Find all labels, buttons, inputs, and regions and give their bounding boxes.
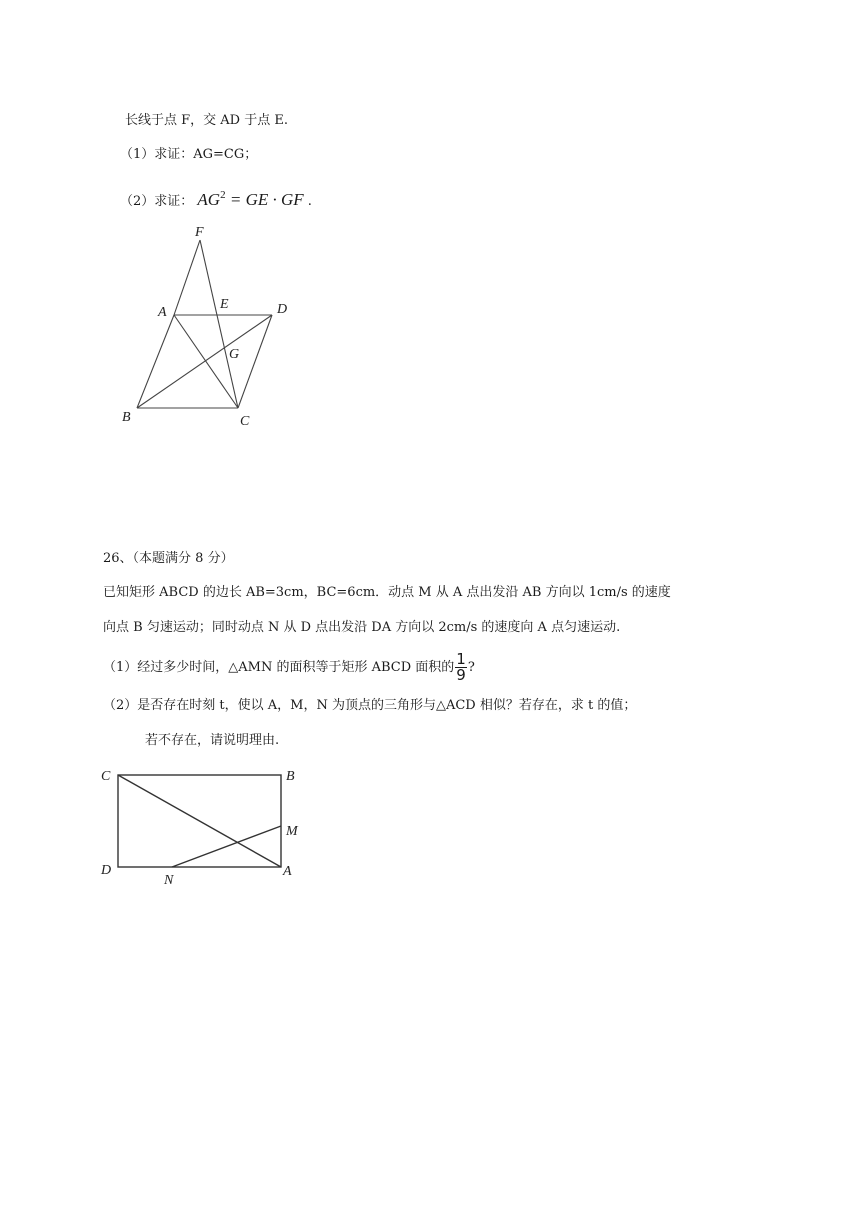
label-G: G bbox=[229, 347, 240, 362]
problem26-header: 26、（本题满分 8 分） bbox=[103, 551, 234, 566]
segment-BA bbox=[137, 315, 174, 408]
problem25-text-continued: 长线于点 F，交 AD 于点 E. bbox=[125, 113, 288, 128]
label-E: E bbox=[220, 297, 229, 312]
diagonal-CA bbox=[118, 775, 281, 867]
label-A: A bbox=[283, 864, 292, 879]
label-C: C bbox=[101, 769, 111, 784]
label-D: D bbox=[101, 863, 112, 878]
label-C: C bbox=[240, 414, 250, 429]
label-N: N bbox=[164, 873, 174, 887]
segment-FC bbox=[200, 240, 238, 408]
problem26-part1 bbox=[103, 652, 475, 683]
problem26-part2-line1: （2）是否存在时刻 t，使以 A，M，N 为顶点的三角形与△ACD 相似？若存在，求 t 的值； bbox=[103, 698, 637, 713]
problem26-part2-line2: 若不存在，请说明理由. bbox=[145, 733, 280, 748]
segment-DC bbox=[238, 315, 272, 408]
problem25-part2-suffix: . bbox=[303, 194, 312, 209]
label-F: F bbox=[195, 225, 204, 240]
problem25-part2-prefix: （2）求证： bbox=[120, 194, 194, 209]
problem26-part1-fraction: $\frac{1}{9}$ bbox=[456, 650, 466, 684]
problem26-statement-line1: 已知矩形 ABCD 的边长 AB=3cm，BC=6cm．动点 M 从 A 点出发沿 AB 方向以 1cm/s 的速度 bbox=[103, 585, 671, 600]
problem25-part2 bbox=[120, 186, 312, 211]
label-A: A bbox=[158, 305, 167, 320]
segment-AF bbox=[174, 240, 200, 315]
label-B: B bbox=[122, 410, 131, 425]
diagonal-BD bbox=[137, 315, 272, 408]
problem26-part1-suffix: ? bbox=[467, 660, 475, 675]
problem26-figure bbox=[96, 762, 316, 887]
problem25-figure bbox=[110, 220, 310, 435]
problem25-part1: （1）求证：AG=CG； bbox=[120, 147, 258, 162]
problem26-statement-line2: 向点 B 匀速运动；同时动点 N 从 D 点出发沿 DA 方向以 2cm/s 的速度向 A 点匀速运动. bbox=[103, 620, 621, 635]
label-B: B bbox=[286, 769, 295, 784]
label-D: D bbox=[277, 302, 288, 317]
segment-NM bbox=[172, 826, 281, 867]
label-M: M bbox=[286, 824, 298, 839]
problem25-part2-formula: $AG^2$ = GE · GF bbox=[197, 189, 304, 209]
problem26-part1-prefix: （1）经过多少时间，△AMN 的面积等于矩形 ABCD 面积的 bbox=[103, 660, 455, 675]
